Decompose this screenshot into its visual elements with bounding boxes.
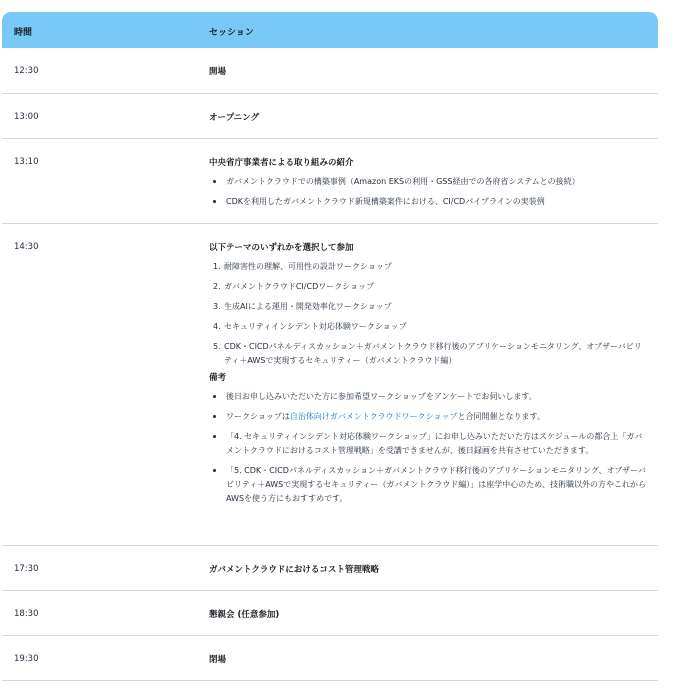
table-row: [2, 591, 658, 636]
row-time: 14:30: [14, 242, 39, 252]
bullet-list: [209, 175, 649, 209]
list-item: 1. 耐障害性の理解、可用性の設計ワークショップ: [213, 262, 392, 271]
row-title: 懇親会 (任意参加): [209, 610, 280, 620]
list-item: ガバメントクラウドでの構築事例（Amazon EKSの利用・GSS経由での各府省システムとの接続）: [209, 175, 649, 189]
row-time: 17:30: [14, 564, 39, 574]
row-time: 13:00: [14, 112, 39, 122]
workshop-link[interactable]: 自治体向けガバメントクラウドワークショップ: [289, 412, 458, 421]
row-time: 19:30: [14, 654, 39, 664]
table-row: [2, 224, 658, 546]
table-row: [2, 94, 658, 139]
row-title: 以下テーマのいずれかを選択して参加: [209, 243, 354, 253]
table-row: [2, 48, 658, 94]
list-item: CDKを利用したガバメントクラウド新規構築案件における、CI/CDパイプラインの実装例: [209, 195, 649, 209]
table-row: [2, 139, 658, 224]
row-title: 閉場: [209, 655, 227, 665]
list-item: 「5. CDK・CICDパネルディスカッション＋ガバメントクラウド移行後のアプリケーションモニタリング、オブザーバビリティ＋AWSで実現するセキュリティー（ガバメントクラウド編）」は座学中心のため、技術職以外の方やこれからAWSを使う方にもおすすめです。: [209, 464, 649, 506]
row-time: 18:30: [14, 609, 39, 619]
list-item: 5. CDK・CICDパネルディスカッション＋ガバメントクラウド移行後のアプリケーションモニタリング、オブザーバビリティ＋AWSで実現するセキュリティー（ガバメントクラウド編）: [213, 342, 642, 365]
notes-heading: 備考: [209, 373, 227, 383]
row-title: 開場: [209, 67, 227, 77]
table-row: [2, 636, 658, 681]
row-title: ガバメントクラウドにおけるコスト管理戦略: [209, 565, 379, 575]
row-title: 中央省庁事業者による取り組みの紹介: [209, 158, 354, 168]
list-item: 4. セキュリティインシデント対応体験ワークショップ: [213, 322, 407, 331]
header-session: セッション: [209, 28, 254, 38]
notes-list: [209, 390, 649, 506]
row-time: 12:30: [14, 66, 39, 76]
header-time: 時間: [14, 28, 33, 38]
list-item: ワークショップは自治体向けガバメントクラウドワークショップと合同開催となります。: [209, 410, 649, 424]
list-item: 3. 生成AIによる運用・開発効率化ワークショップ: [213, 302, 392, 311]
workshop-list: [209, 260, 649, 368]
row-title: オープニング: [209, 113, 259, 123]
agenda-table: [2, 12, 658, 681]
list-item: 2. ガバメントクラウドCI/CDワークショップ: [213, 282, 375, 291]
table-header: [2, 12, 658, 48]
list-item: 後日お申し込みいただいた方に参加希望ワークショップをアンケートでお伺いします。: [209, 390, 649, 404]
list-item: 「4. セキュリティインシデント対応体験ワークショップ」にお申し込みいただいた方はスケジュールの都合上「ガバメントクラウドにおけるコスト管理戦略」を受講できませんが、後日録画を共有させていただきます。: [209, 430, 649, 458]
row-time: 13:10: [14, 157, 39, 167]
table-row: [2, 546, 658, 591]
